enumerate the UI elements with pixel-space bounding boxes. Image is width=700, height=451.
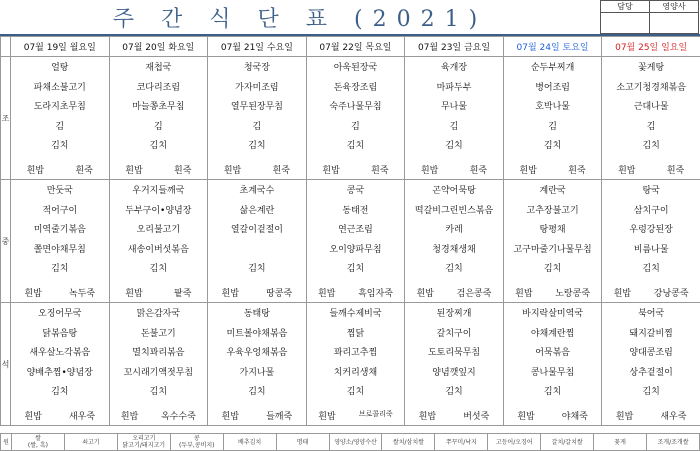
menu-item: 바지락살미역국 — [522, 309, 584, 319]
origin-cell: 쌀 (쌀, 흑) — [12, 434, 65, 451]
weekly-menu-table — [0, 36, 700, 426]
menu-item: 북어국 — [638, 309, 665, 319]
menu-items — [208, 57, 306, 157]
rice-porridge-line — [307, 286, 405, 299]
menu-item: 콩국 — [346, 186, 365, 196]
rice-option: 흰밥 — [24, 289, 42, 299]
menu-item: 청국장 — [243, 63, 270, 73]
menu-item: 김 — [351, 121, 360, 132]
menu-cell — [11, 303, 110, 426]
menu-item: 김 — [153, 121, 163, 132]
rice-option: 흰밥 — [416, 289, 434, 299]
rice-option: 흰밥 — [517, 412, 535, 422]
menu-item: 상추겉절이 — [629, 367, 673, 378]
rice-option: 흰밥 — [125, 166, 143, 176]
menu-item: 새우살노각볶음 — [29, 348, 91, 358]
menu-item: 삼치구이 — [633, 205, 669, 216]
menu-item: 순두부찌개 — [530, 63, 575, 73]
porridge-option: 팥죽 — [174, 289, 192, 299]
porridge-option: 버섯죽 — [463, 412, 490, 422]
menu-item: 아욱된장국 — [333, 63, 378, 73]
rice-option: 흰밥 — [221, 289, 240, 299]
meal-row — [1, 303, 700, 426]
meal-label: 조 — [1, 57, 11, 180]
menu-cell — [503, 57, 602, 180]
menu-item: 마파두부 — [436, 82, 472, 93]
menu-item: 동태전 — [342, 205, 369, 216]
menu-cell — [405, 303, 504, 426]
menu-items — [405, 180, 503, 280]
menu-item: 김치 — [51, 264, 69, 274]
menu-item: 카레 — [445, 225, 463, 235]
menu-item: 된장찌개 — [436, 309, 472, 319]
menu-cell — [602, 57, 700, 180]
rice-option: 흰밥 — [613, 289, 632, 299]
menu-item: 들깨수제비국 — [329, 309, 382, 319]
menu-item: 가지나물 — [239, 367, 275, 378]
menu-item: 김치 — [543, 141, 562, 151]
menu-item: 코다리조림 — [136, 82, 181, 93]
menu-cell — [306, 303, 405, 426]
menu-cell — [306, 180, 405, 303]
menu-item: 근대나물 — [633, 102, 669, 112]
menu-cell — [109, 303, 208, 426]
rice-porridge-line — [602, 409, 700, 422]
origin-cell: 배추김치 — [223, 434, 276, 451]
menu-item: 우육우엉채볶음 — [226, 348, 288, 358]
menu-cell — [405, 57, 504, 180]
menu-item: 청경채생채 — [432, 244, 476, 255]
porridge-option: 흰죽 — [469, 166, 488, 176]
menu-item: 우렁강된장 — [629, 225, 673, 235]
approval-sign-staff — [601, 13, 650, 34]
menu-items — [307, 303, 405, 403]
menu-item: 오징어무국 — [38, 309, 82, 319]
menu-item: 김치 — [642, 141, 660, 151]
day-header-3: 07월 21일 수요일 — [208, 37, 307, 57]
menu-items — [602, 57, 700, 157]
rice-porridge-line — [110, 286, 208, 299]
origin-cell: 고등어/오징어 — [488, 434, 541, 451]
rice-option: 흰밥 — [318, 412, 336, 422]
menu-item: 김치 — [543, 264, 562, 274]
menu-item: 비름나물 — [633, 244, 669, 255]
day-header-2: 07월 20일 화요일 — [109, 37, 208, 57]
menu-item: 김치 — [642, 387, 660, 397]
rice-option: 흰밥 — [515, 289, 533, 299]
rice-porridge-line — [110, 163, 208, 176]
menu-item: 가자미조림 — [235, 82, 279, 93]
menu-item: 김치 — [346, 264, 365, 274]
menu-item: 양대콩조림 — [629, 348, 673, 358]
rice-porridge-line — [110, 409, 208, 422]
menu-item: 탕국 — [642, 186, 660, 196]
origin-cell: 영양소/영양수산 — [329, 434, 382, 451]
rice-porridge-line — [11, 163, 109, 176]
menu-item: 고구마줄기나물무침 — [513, 244, 592, 255]
rice-option: 흰밥 — [120, 412, 139, 422]
menu-item: 김치 — [248, 387, 266, 397]
menu-item: 얼탕 — [51, 63, 69, 73]
menu-item: 파채소불고기 — [33, 82, 86, 93]
corner-cell — [1, 37, 11, 57]
menu-items — [110, 57, 208, 157]
rice-porridge-line — [504, 163, 602, 176]
menu-item: 꼬시래기액젓무침 — [123, 367, 194, 378]
porridge-option: 녹두죽 — [68, 289, 96, 299]
approval-box — [600, 0, 699, 34]
porridge-option: 노랑콩죽 — [555, 289, 591, 299]
menu-item: 삶은계란 — [239, 205, 275, 216]
menu-item: 꽃게탕 — [638, 63, 665, 73]
menu-cell — [208, 57, 307, 180]
day-header-1: 07월 19일 월요일 — [11, 37, 110, 57]
menu-item: 김치 — [445, 264, 463, 274]
rice-porridge-line — [307, 409, 405, 422]
menu-item: 재첩국 — [145, 63, 172, 73]
approval-label-staff: 담당 — [601, 1, 650, 13]
porridge-option: 흑임자죽 — [358, 289, 393, 299]
menu-item: 김 — [646, 121, 656, 132]
meal-label: 석 — [1, 303, 11, 426]
menu-item: 김치 — [445, 141, 463, 151]
origin-cell: 쌀치/삼치쌀 — [382, 434, 435, 451]
menu-cell — [503, 303, 602, 426]
porridge-option: 브로콜리죽 — [358, 410, 393, 418]
menu-items — [110, 180, 208, 280]
menu-item: 우거지들깨국 — [132, 186, 185, 196]
menu-item: 김치 — [51, 141, 69, 151]
porridge-option: 흰죽 — [371, 166, 389, 176]
menu-items — [504, 303, 602, 403]
menu-item: 새송이버섯볶음 — [127, 244, 189, 255]
origin-cell: 쭈꾸미/낙지 — [435, 434, 488, 451]
rice-option: 흰밥 — [24, 412, 42, 422]
origin-cell: 조개/조개쌀 — [647, 434, 700, 451]
page-title: 주 간 식 단 표 (2021) — [112, 7, 488, 32]
menu-item: 김치 — [543, 387, 562, 397]
menu-item: 돈육장조림 — [333, 82, 378, 93]
rice-porridge-line — [602, 163, 700, 176]
menu-item: 곤약어묵탕 — [432, 186, 476, 196]
origin-cell: 갈치/갈치쌀 — [541, 434, 594, 451]
menu-item: 마늘쫑초무침 — [132, 102, 185, 112]
rice-option: 흰밥 — [615, 412, 634, 422]
menu-item: 계란국 — [539, 186, 566, 196]
porridge-option: 땅콩죽 — [266, 289, 293, 299]
menu-item: 탕평채 — [539, 225, 566, 235]
menu-item: 김 — [449, 121, 459, 132]
menu-item: 숙주나물무침 — [329, 102, 382, 112]
origin-row — [1, 434, 700, 451]
rice-option: 흰밥 — [420, 166, 439, 176]
menu-items — [11, 57, 109, 157]
porridge-option: 강낭콩죽 — [653, 289, 689, 299]
menu-cell — [306, 57, 405, 180]
menu-cell — [602, 180, 700, 303]
origin-cell: 쇠고기 — [64, 434, 117, 451]
porridge-option: 흰죽 — [75, 166, 93, 176]
menu-item: 적어구이 — [42, 205, 78, 216]
porridge-option: 옥수수죽 — [160, 412, 196, 422]
menu-item: 열무된장무침 — [230, 102, 283, 112]
rice-porridge-line — [208, 409, 306, 422]
menu-item: 야채계란찜 — [530, 328, 575, 339]
menu-item: 치커리생채 — [333, 367, 378, 378]
rice-porridge-line — [307, 163, 405, 176]
rice-option: 흰밥 — [26, 166, 45, 176]
menu-item: 양배추찜•양념장 — [26, 367, 93, 378]
rice-option: 흰밥 — [221, 412, 240, 422]
rice-option: 흰밥 — [223, 166, 242, 176]
menu-item: 소고기청경채볶음 — [616, 82, 686, 93]
rice-porridge-line — [504, 409, 602, 422]
menu-cell — [503, 180, 602, 303]
porridge-option: 흰죽 — [666, 166, 685, 176]
menu-cell — [208, 303, 307, 426]
porridge-option: 검은콩죽 — [456, 289, 492, 299]
menu-item: 초계국수 — [239, 186, 275, 196]
menu-item: 맑은감자국 — [136, 309, 181, 319]
meal-row — [1, 57, 700, 180]
rice-option: 흰밥 — [318, 289, 336, 299]
menu-items — [504, 180, 602, 280]
menu-item: 김치 — [149, 264, 168, 274]
menu-item: 김치 — [642, 264, 660, 274]
menu-item: 닭볶음탕 — [42, 328, 78, 339]
menu-items — [307, 57, 405, 157]
menu-items — [11, 180, 109, 280]
menu-cell — [602, 303, 700, 426]
rice-option: 흰밥 — [418, 412, 437, 422]
origin-label: 원 — [1, 434, 12, 451]
menu-items — [405, 303, 503, 403]
rice-porridge-line — [11, 409, 109, 422]
rice-option: 흰밥 — [322, 166, 340, 176]
menu-item: 오이양파무침 — [329, 244, 382, 255]
menu-items — [208, 180, 306, 280]
porridge-option: 들깨죽 — [266, 412, 293, 422]
menu-item: 미트볼야채볶음 — [226, 328, 288, 339]
porridge-option: 야채죽 — [561, 412, 588, 422]
menu-cell — [109, 57, 208, 180]
menu-item: 오리불고기 — [136, 225, 181, 235]
menu-item: 양념깻잎지 — [432, 367, 476, 378]
menu-item: 멸치꽈리볶음 — [132, 348, 185, 358]
menu-item: 콩나물무침 — [530, 367, 575, 378]
day-header-7: 07월 25일 일요일 — [602, 37, 700, 57]
menu-cell — [208, 180, 307, 303]
menu-item: 김치 — [248, 264, 266, 274]
menu-item: 어묵볶음 — [535, 348, 570, 358]
rice-porridge-line — [208, 163, 306, 176]
menu-item: 연근조림 — [338, 225, 373, 235]
day-header-6: 07월 24일 토요일 — [503, 37, 602, 57]
menu-items — [307, 180, 405, 280]
origin-cell: 오리고기 닭고기/돼지고기 — [117, 434, 170, 451]
menu-item: 호박나물 — [535, 102, 570, 112]
porridge-option: 흰죽 — [174, 166, 192, 176]
menu-item: 김치 — [445, 387, 463, 397]
origin-table — [0, 433, 700, 451]
menu-item: 병어조림 — [535, 82, 570, 93]
menu-item: 김치 — [51, 387, 69, 397]
rice-option: 흰밥 — [125, 289, 143, 299]
menu-item: 두부구이•양념장 — [125, 205, 192, 216]
menu-item: 찜닭 — [346, 328, 365, 339]
menu-item: 김 — [252, 121, 262, 132]
porridge-option: 새우죽 — [660, 412, 687, 422]
menu-item: 김 — [55, 121, 65, 132]
rice-porridge-line — [504, 286, 602, 299]
menu-item: 무나물 — [440, 102, 468, 112]
menu-item: 김치 — [346, 141, 365, 151]
porridge-option: 흰죽 — [272, 166, 290, 176]
approval-label-dietitian: 영양사 — [650, 1, 699, 13]
rice-porridge-line — [405, 286, 503, 299]
day-header-5: 07월 23일 금요일 — [405, 37, 504, 57]
origin-cell: 명태 — [276, 434, 329, 451]
day-header-4: 07월 22일 목요일 — [306, 37, 405, 57]
rice-porridge-line — [405, 163, 503, 176]
menu-item: 김치 — [149, 141, 168, 151]
origin-cell: 콩 (두부,콩비지) — [170, 434, 223, 451]
menu-items — [11, 303, 109, 403]
menu-item: 김치 — [346, 387, 365, 397]
menu-item: 돼지갈비찜 — [629, 328, 673, 339]
rice-porridge-line — [405, 409, 503, 422]
approval-sign-dietitian — [650, 13, 699, 34]
menu-cell — [109, 180, 208, 303]
menu-item: 김치 — [248, 141, 266, 151]
menu-item: 동태탕 — [243, 309, 270, 319]
menu-item: 떡갈비그린빈스볶음 — [414, 205, 494, 216]
rice-porridge-line — [602, 286, 700, 299]
meal-label: 중 — [1, 180, 11, 303]
porridge-option: 흰죽 — [568, 166, 586, 176]
meal-row — [1, 180, 700, 303]
menu-item: 갈치구이 — [436, 328, 472, 339]
menu-item: 도토리묵무침 — [427, 348, 481, 358]
menu-item: 고추장불고기 — [526, 205, 579, 216]
menu-items — [208, 303, 306, 403]
menu-item: 김치 — [149, 387, 168, 397]
menu-item: 육개장 — [440, 63, 468, 73]
menu-items — [602, 180, 700, 280]
menu-item: 미역줄기볶음 — [33, 225, 86, 235]
rice-option: 흰밥 — [519, 166, 537, 176]
porridge-option: 새우죽 — [68, 412, 96, 422]
menu-cell — [11, 57, 110, 180]
menu-item: 꽈리고추찜 — [333, 348, 378, 358]
origin-cell: 꽃게 — [594, 434, 647, 451]
menu-item: 도라지초무침 — [33, 102, 86, 112]
rice-porridge-line — [208, 286, 306, 299]
menu-item: 돈불고기 — [140, 328, 176, 339]
rice-porridge-line — [11, 286, 109, 299]
menu-items — [504, 57, 602, 157]
menu-item: 만둣국 — [46, 186, 73, 196]
menu-cell — [405, 180, 504, 303]
day-header-row — [1, 37, 700, 57]
menu-items — [110, 303, 208, 403]
menu-item: 쫄면야채무침 — [33, 244, 86, 255]
menu-items — [405, 57, 503, 157]
menu-item: 열갈이겉절이 — [230, 225, 283, 235]
menu-items — [602, 303, 700, 403]
menu-item: 김 — [548, 121, 557, 132]
rice-option: 흰밥 — [618, 166, 636, 176]
menu-cell — [11, 180, 110, 303]
